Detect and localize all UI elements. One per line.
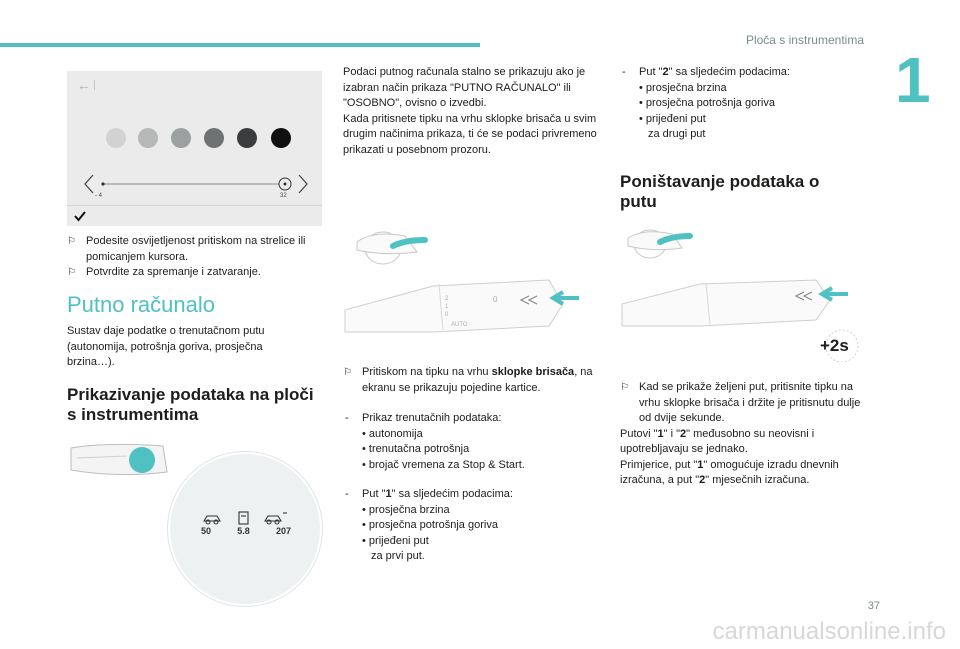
brightness-swatch[interactable] bbox=[204, 128, 224, 148]
wiper-stalk-figure bbox=[343, 222, 601, 354]
press-instruction: ⚐ Pritiskom na tipku na vrhu sklopke brisača, na ekranu se prikazuju pojedine kartice. bbox=[343, 366, 593, 394]
brightness-screen-figure bbox=[67, 71, 322, 226]
stalk-label: 2 bbox=[445, 296, 449, 302]
chevron-left-icon bbox=[85, 175, 93, 193]
hold-2s-badge: +2s bbox=[820, 336, 849, 355]
trip-display-intro: Podaci putnog računala stalno se prikazuju ako je izabran način prikaza "PUTNO RAČUNALO" ili "OSOBNO", ovisno o izvedbi. Kada pritisnete tipku na vrhu sklopke brisača u svim drugim načinima prikaza, ti će se podaci privremeno prikazati u posebnom prozoru. bbox=[343, 66, 597, 156]
stalk-label: 0 bbox=[493, 295, 498, 304]
reset-example: Primjerice, put "1" omogućuje izradu dnevnih izračuna, a put "2" mjesečnih izračuna. bbox=[620, 458, 839, 486]
stalk-label: AUTO bbox=[451, 322, 468, 328]
list-item: • prosječna potrošnja goriva bbox=[639, 97, 775, 109]
header-accent-bar bbox=[0, 43, 480, 47]
trip1-list: - Put "1" sa sljedećim podacima: • prosječna brzina • prosječna potrošnja goriva • prijeđeni put za prvi put. bbox=[343, 487, 601, 565]
reset-data-heading: Poništavanje podataka o putu bbox=[620, 172, 820, 211]
list-item: • prijeđeni put bbox=[362, 534, 429, 547]
trip-computer-title: Putno računalo bbox=[67, 292, 215, 317]
list-item: za drugi put bbox=[648, 128, 706, 140]
slider-min-label: - 4 bbox=[95, 193, 103, 199]
gauge-values bbox=[201, 526, 291, 536]
consumption-value: 5.8 bbox=[237, 526, 250, 536]
watermark: carmanualsonline.info bbox=[712, 618, 946, 645]
list-item: • prosječna brzina bbox=[362, 503, 450, 516]
brightness-swatch[interactable] bbox=[171, 128, 191, 148]
back-arrow-icon: ← bbox=[77, 77, 91, 93]
trip2-list: - Put "2" sa sljedećim podacima: • prosječna brzina • prosječna potrošnja goriva • prijeđeni put za drugi put bbox=[620, 65, 870, 143]
chapter-number: 1 bbox=[895, 44, 931, 116]
brightness-swatch[interactable] bbox=[271, 128, 291, 148]
list-item: za prvi put. bbox=[371, 550, 425, 562]
brightness-slider[interactable] bbox=[81, 171, 311, 201]
distance-value: 207 bbox=[275, 526, 291, 536]
wiper-stalk-tip-figure bbox=[67, 440, 177, 480]
reset-note: Putovi "1" i "2" međusobno su neovisni i upotrebljavaju se jednako. bbox=[620, 427, 815, 455]
page-number: 37 bbox=[867, 600, 880, 612]
instrument-gauge bbox=[168, 452, 322, 606]
list-item: • autonomija bbox=[362, 427, 423, 440]
gauge-icons bbox=[201, 509, 291, 527]
list-item: • brojač vremena za Stop & Start. bbox=[362, 458, 525, 471]
chevron-right-icon bbox=[299, 175, 307, 193]
list-item: • prosječna brzina bbox=[639, 81, 727, 94]
stalk-label: 0 bbox=[445, 312, 449, 318]
stalk-label: 1 bbox=[445, 304, 449, 310]
section-title: Ploča s instrumentima bbox=[745, 33, 864, 47]
brightness-swatch[interactable] bbox=[106, 128, 126, 148]
list-item: ⚐ Podesite osvijetljenost pritiskom na strelice ili pomicanjem kursora. bbox=[67, 235, 306, 263]
reset-instructions: ⚐ Kad se prikaže željeni put, pritisnite tipku na vrhu sklopke brisača i držite je pritisnutu dulje od dvije sekunde. Putovi "1" i "2" međusobno su neovisni i upotrebljavaju se jednako. Primjerice, put "1" omogućuje izradu dnevnih izračuna, a put "2" mjesečnih izračuna. bbox=[620, 380, 870, 489]
list-item: • prosječna potrošnja goriva bbox=[362, 519, 498, 531]
list-item: • trenutačna potrošnja bbox=[362, 443, 470, 455]
list-item: • prijeđeni put bbox=[639, 112, 706, 125]
checkmark-icon[interactable] bbox=[73, 210, 87, 222]
car-range-icon bbox=[204, 516, 220, 524]
fuel-pump-icon bbox=[239, 512, 248, 524]
trip-computer-intro: Sustav daje podatke o trenutačnom putu (autonomija, potrošnja goriva, prosječna brzina…). bbox=[67, 325, 265, 368]
current-data-list: - Prikaz trenutačnih podataka: • autonomija • trenutačna potrošnja • brojač vremena za Stop & Start. bbox=[343, 411, 601, 473]
slider-max-label: 32 bbox=[280, 193, 287, 199]
list-item: ⚐ Potvrdite za spremanje i zatvaranje. bbox=[67, 266, 261, 278]
car-distance-icon bbox=[265, 513, 287, 524]
brightness-instructions bbox=[67, 234, 322, 281]
brightness-swatch[interactable] bbox=[237, 128, 257, 148]
display-data-heading: Prikazivanje podataka na ploči s instrumentima bbox=[67, 385, 314, 424]
range-value: 50 bbox=[201, 526, 212, 536]
brightness-swatch[interactable] bbox=[138, 128, 158, 148]
